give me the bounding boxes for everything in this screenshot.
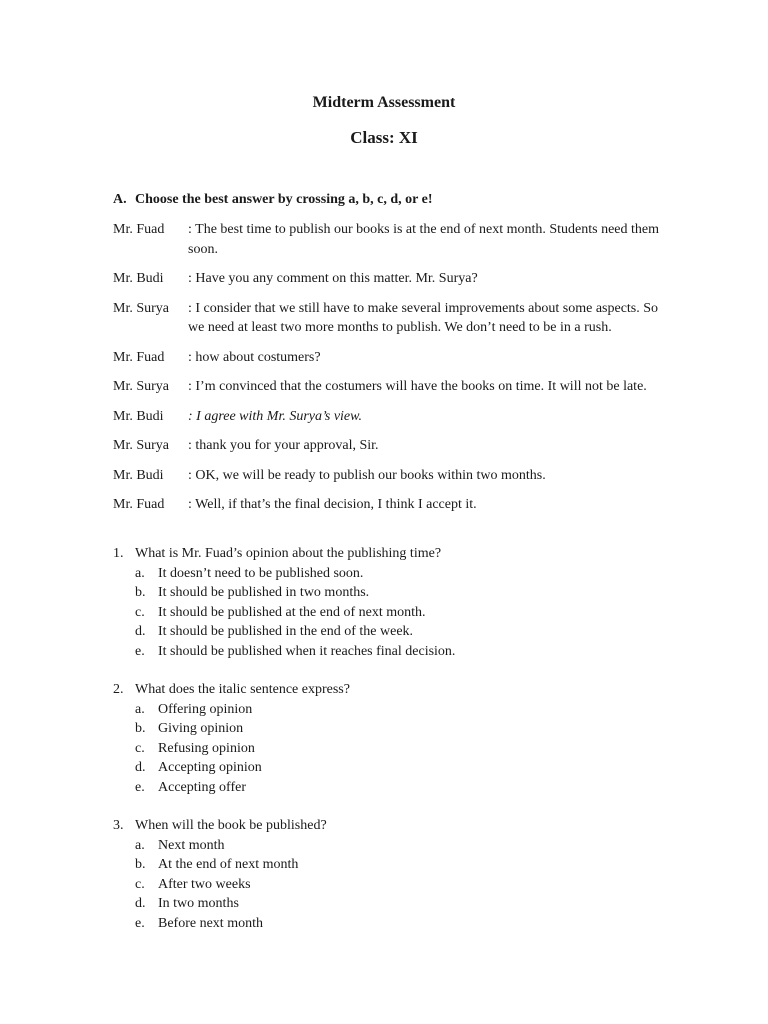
question-number: 3. — [113, 818, 124, 833]
answer-options — [135, 700, 673, 798]
question-stem — [113, 680, 673, 700]
answer-option[interactable] — [135, 583, 673, 603]
option-text: Next month — [158, 837, 225, 853]
page-title: Midterm Assessment — [312, 94, 456, 111]
dialogue-text: : OK, we will be ready to publish our books within two months. — [188, 467, 546, 483]
option-letter: d. — [135, 624, 146, 639]
option-text: In two months — [158, 896, 239, 911]
question-list — [113, 544, 673, 952]
dialogue-speaker: Mr. Surya — [113, 300, 169, 316]
option-letter: e. — [135, 915, 145, 931]
option-letter: e. — [135, 643, 145, 659]
section-a-heading — [113, 192, 433, 208]
dialogue-speaker: Mr. Budi — [113, 408, 164, 424]
section-letter: A. — [113, 192, 127, 207]
dialogue-text: : Have you any comment on this matter. Mr. Surya? — [188, 271, 478, 286]
dialogue — [113, 220, 673, 525]
dialogue-speaker: Mr. Budi — [113, 467, 164, 483]
option-text: It should be published when it reaches final decision. — [158, 643, 456, 659]
answer-option[interactable] — [135, 642, 673, 662]
dialogue-line — [113, 466, 673, 486]
question-item — [113, 816, 673, 933]
dialogue-text: : I agree with Mr. Surya’s view. — [188, 408, 362, 424]
question-item — [113, 680, 673, 797]
option-text: After two weeks — [158, 876, 251, 892]
answer-option[interactable] — [135, 894, 673, 914]
option-letter: c. — [135, 740, 145, 756]
answer-option[interactable] — [135, 603, 673, 623]
option-letter: b. — [135, 721, 146, 736]
answer-option[interactable] — [135, 855, 673, 875]
dialogue-text: : how about costumers? — [188, 349, 321, 365]
answer-options — [135, 564, 673, 662]
option-letter: c. — [135, 876, 145, 892]
answer-option[interactable] — [135, 778, 673, 798]
dialogue-text: : The best time to publish our books is at the end of next month. Students need them soon. — [188, 222, 660, 257]
option-letter: e. — [135, 779, 145, 795]
answer-option[interactable] — [135, 700, 673, 720]
dialogue-speaker: Mr. Fuad — [113, 222, 165, 237]
dialogue-speaker: Mr. Fuad — [113, 497, 165, 512]
question-text: What is Mr. Fuad’s opinion about the publishing time? — [135, 546, 442, 561]
option-text: It should be published at the end of next month. — [158, 604, 426, 620]
option-letter: b. — [135, 857, 146, 872]
option-text: It should be published in two months. — [158, 585, 370, 600]
question-text: What does the italic sentence express? — [135, 682, 350, 697]
dialogue-text: : I’m convinced that the costumers will have the books on time. It will not be late. — [188, 379, 647, 394]
question-number: 1. — [113, 546, 124, 561]
answer-option[interactable] — [135, 836, 673, 856]
dialogue-text: : I consider that we still have to make several improvements about some aspects. So we need at least two more months to publish. We don’t need to be in a rush. — [188, 300, 659, 335]
option-letter: b. — [135, 585, 146, 600]
option-text: Giving opinion — [158, 721, 244, 736]
dialogue-line — [113, 269, 673, 289]
dialogue-text: : thank you for your approval, Sir. — [188, 438, 379, 453]
dialogue-line — [113, 436, 673, 456]
class-line: Class: XI — [350, 128, 418, 147]
question-text: When will the book be published? — [135, 818, 327, 833]
option-letter: a. — [135, 565, 145, 581]
answer-option[interactable] — [135, 914, 673, 934]
option-letter: d. — [135, 760, 146, 775]
dialogue-line — [113, 299, 673, 338]
option-letter: c. — [135, 604, 145, 620]
option-text: It should be published in the end of the week. — [158, 624, 414, 639]
dialogue-speaker: Mr. Surya — [113, 438, 169, 453]
answer-options — [135, 836, 673, 934]
option-text: Accepting opinion — [158, 760, 262, 775]
option-letter: d. — [135, 896, 146, 911]
answer-option[interactable] — [135, 875, 673, 895]
option-text: Refusing opinion — [158, 740, 255, 756]
dialogue-line — [113, 407, 673, 427]
answer-option[interactable] — [135, 739, 673, 759]
dialogue-text: : Well, if that’s the final decision, I think I accept it. — [188, 497, 477, 512]
option-letter: a. — [135, 701, 145, 717]
answer-option[interactable] — [135, 719, 673, 739]
dialogue-speaker: Mr. Fuad — [113, 349, 165, 365]
dialogue-line — [113, 220, 673, 259]
answer-option[interactable] — [135, 622, 673, 642]
option-text: Offering opinion — [158, 701, 253, 717]
option-letter: a. — [135, 837, 145, 853]
question-stem — [113, 544, 673, 564]
question-stem — [113, 816, 673, 836]
answer-option[interactable] — [135, 564, 673, 584]
dialogue-speaker: Mr. Surya — [113, 379, 169, 394]
dialogue-line — [113, 348, 673, 368]
section-instruction: Choose the best answer by crossing a, b, c, d, or e! — [135, 192, 433, 207]
answer-option[interactable] — [135, 758, 673, 778]
dialogue-line — [113, 377, 673, 397]
dialogue-speaker: Mr. Budi — [113, 271, 164, 286]
dialogue-line — [113, 495, 673, 515]
question-number: 2. — [113, 682, 124, 697]
option-text: Accepting offer — [158, 779, 246, 795]
option-text: At the end of next month — [158, 857, 299, 872]
option-text: It doesn’t need to be published soon. — [158, 565, 364, 581]
question-item — [113, 544, 673, 661]
option-text: Before next month — [158, 915, 263, 931]
